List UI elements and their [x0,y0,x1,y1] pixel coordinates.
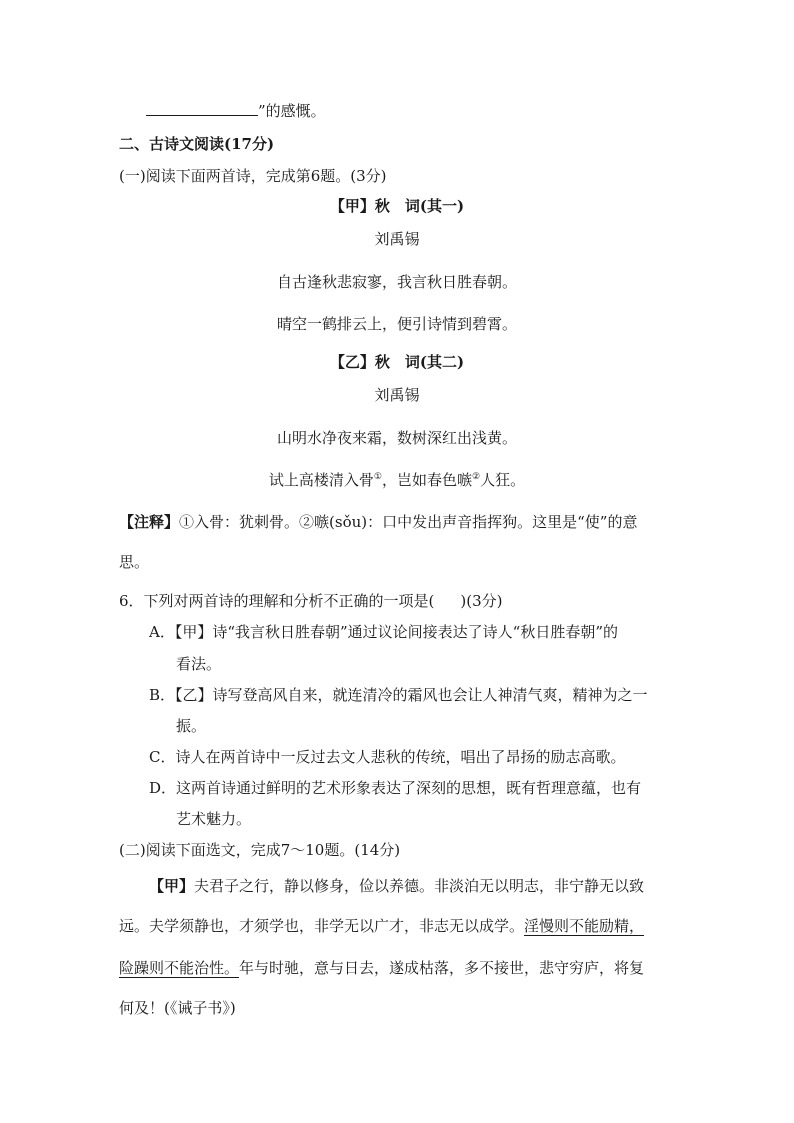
poem-b-title: 【乙】秋 词(其二) [329,353,465,371]
option-a-line2: 看法。 [176,655,222,673]
passage-line2-text: 远。夫学须静也，才须学也，非学无以广才，非志无以成学。 [119,917,525,935]
part1-intro: (一)阅读下面两首诗，完成第6题。(3分) [119,167,387,185]
poem-b-line2-part2: ，岂如春色嗾 [381,471,472,489]
underlined-sentence-part2: 险躁则不能治性。 [119,959,240,977]
poem-a-line2: 晴空一鹤排云上，便引诗情到碧霄。 [276,315,517,333]
question-6-stem-b: )(3分) [460,592,503,610]
option-c: C．诗人在两首诗中一反过去文人悲秋的传统，唱出了昂扬的励志高歌。 [149,748,626,766]
notes [119,512,637,532]
poem-b-line2-part1: 试上高楼清入骨 [268,471,374,489]
part2-intro: (二)阅读下面选文，完成7～10题。(14分) [119,841,401,859]
poem-a-line1: 自古逢秋悲寂寥，我言秋日胜春朝。 [276,273,517,291]
poem-b-line2 [0,470,794,490]
option-b-line2: 振。 [176,717,207,735]
passage-line4: 何及！(《诫子书》) [119,999,236,1017]
poem-b-author: 刘禹锡 [374,386,420,404]
option-a-line1: A．【甲】诗“我言秋日胜春朝”通过议论间接表达了诗人“秋日胜春朝”的 [149,623,619,641]
poem-a-author: 刘禹锡 [374,230,420,248]
notes-label: 【注释】 [119,513,180,531]
poem-b-line1: 山明水净夜来霜，数树深红出浅黄。 [276,429,517,447]
question-6-stem-a: 6．下列对两首诗的理解和分析不正确的一项是( [119,592,435,610]
option-d-line2: 艺术魅力。 [176,810,252,828]
footnote-mark-1: ① [373,472,382,482]
passage-line2 [119,916,644,936]
notes-line2: 思。 [119,553,150,571]
notes-text: ①入骨：犹刺骨。②嗾(sǒu)：口中发出声音指挥狗。这里是“使”的意 [179,513,638,531]
passage-line1 [149,876,644,896]
poem-a-title: 【甲】秋 词(其一) [329,197,465,215]
passage-label: 【甲】 [149,877,195,895]
underlined-sentence-part1: 淫慢则不能励精， [524,917,645,935]
section-heading: 二、古诗文阅读(17分) [119,135,275,153]
poem-b-line2-part3: 人狂。 [480,471,526,489]
passage-line3 [119,958,644,978]
footnote-mark-2: ② [472,472,481,482]
fill-blank-line [146,101,326,121]
passage-line3-text: 年与时驰，意与日去，遂成枯落，多不接世，悲守穷庐，将复 [239,959,645,977]
answer-blank[interactable] [146,101,258,116]
option-b-line1: B．【乙】诗写登高风自来，就连清冷的霜风也会让人神清气爽，精神为之一 [149,686,648,704]
question-6-stem [119,591,503,611]
passage-line1-text: 夫君子之行，静以修身，俭以养德。非淡泊无以明志，非宁静无以致 [194,877,645,895]
top-line-text: ”的感慨。 [258,102,326,120]
option-d-line1: D．这两首诗通过鲜明的艺术形象表达了深刻的思想，既有哲理意蕴，也有 [149,779,642,797]
